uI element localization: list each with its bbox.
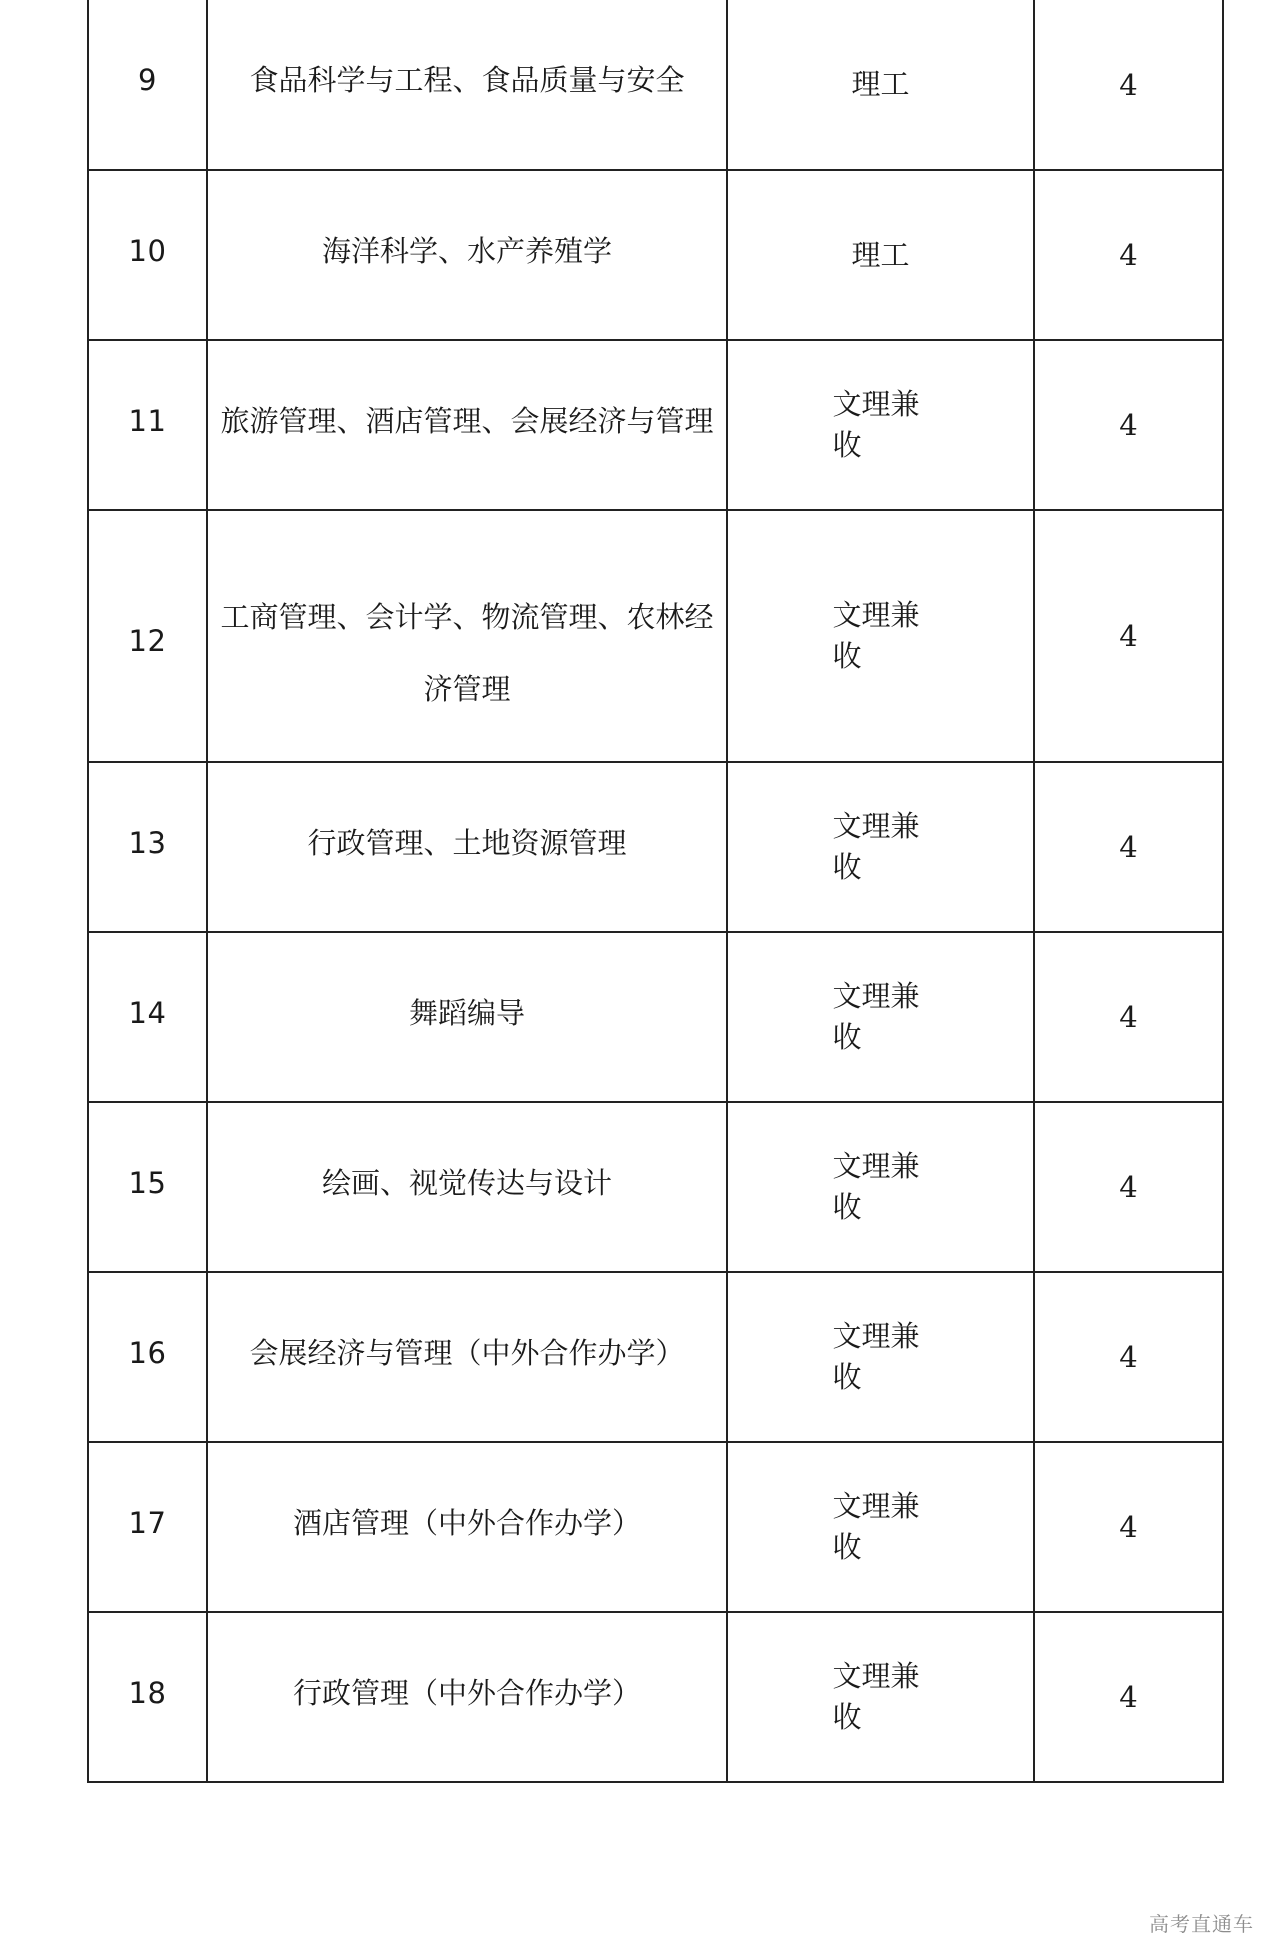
row-number: 11 [88,340,207,510]
subject-type-cell [727,1272,1034,1442]
major-name: 工商管理、会计学、物流管理、农林经济管理 [207,510,727,762]
major-name: 行政管理（中外合作办学） [207,1612,727,1782]
major-table [87,0,1224,1783]
subject-type: 理工 [851,237,910,272]
subject-type-cell [727,340,1034,510]
major-name: 会展经济与管理（中外合作办学） [207,1272,727,1442]
subject-type-cell [727,0,1034,170]
row-number: 10 [88,170,207,340]
row-number: 16 [88,1272,207,1442]
major-name: 旅游管理、酒店管理、会展经济与管理 [207,340,727,510]
table-row [88,510,1223,762]
table-row [88,762,1223,932]
table-row [88,340,1223,510]
table-row [88,932,1223,1102]
row-number: 15 [88,1102,207,1272]
study-years: 4 [1034,170,1223,340]
major-name: 绘画、视觉传达与设计 [207,1102,727,1272]
table-row [88,170,1223,340]
table-row [88,1612,1223,1782]
subject-type: 文理兼收 [832,1489,920,1564]
subject-type-cell [727,762,1034,932]
row-number: 12 [88,510,207,762]
study-years: 4 [1034,340,1223,510]
table-row [88,0,1223,170]
subject-type: 文理兼收 [832,598,920,673]
row-number: 9 [88,0,207,170]
subject-type-cell [727,510,1034,762]
major-name: 海洋科学、水产养殖学 [207,170,727,340]
table-row [88,1442,1223,1612]
study-years: 4 [1034,1272,1223,1442]
study-years: 4 [1034,510,1223,762]
subject-type: 文理兼收 [832,979,920,1054]
subject-type: 理工 [851,67,910,101]
row-number: 14 [88,932,207,1102]
major-name: 行政管理、土地资源管理 [207,762,727,932]
subject-type: 文理兼收 [832,1149,920,1224]
study-years: 4 [1034,1442,1223,1612]
row-number: 13 [88,762,207,932]
row-number: 17 [88,1442,207,1612]
subject-type: 文理兼收 [832,1659,920,1734]
subject-type-cell [727,932,1034,1102]
watermark-text: 高考直通车 [1149,1912,1254,1936]
subject-type-cell [727,1612,1034,1782]
major-name: 舞蹈编导 [207,932,727,1102]
row-number: 18 [88,1612,207,1782]
subject-type: 文理兼收 [832,387,920,462]
study-years: 4 [1034,762,1223,932]
subject-type-cell [727,170,1034,340]
table-row [88,1102,1223,1272]
study-years: 4 [1034,0,1223,170]
major-name: 酒店管理（中外合作办学） [207,1442,727,1612]
table-row [88,1272,1223,1442]
major-name: 食品科学与工程、食品质量与安全 [207,0,727,170]
subject-type: 文理兼收 [832,809,920,884]
subject-type-cell [727,1442,1034,1612]
study-years: 4 [1034,1612,1223,1782]
study-years: 4 [1034,1102,1223,1272]
subject-type: 文理兼收 [832,1319,920,1394]
study-years: 4 [1034,932,1223,1102]
subject-type-cell [727,1102,1034,1272]
